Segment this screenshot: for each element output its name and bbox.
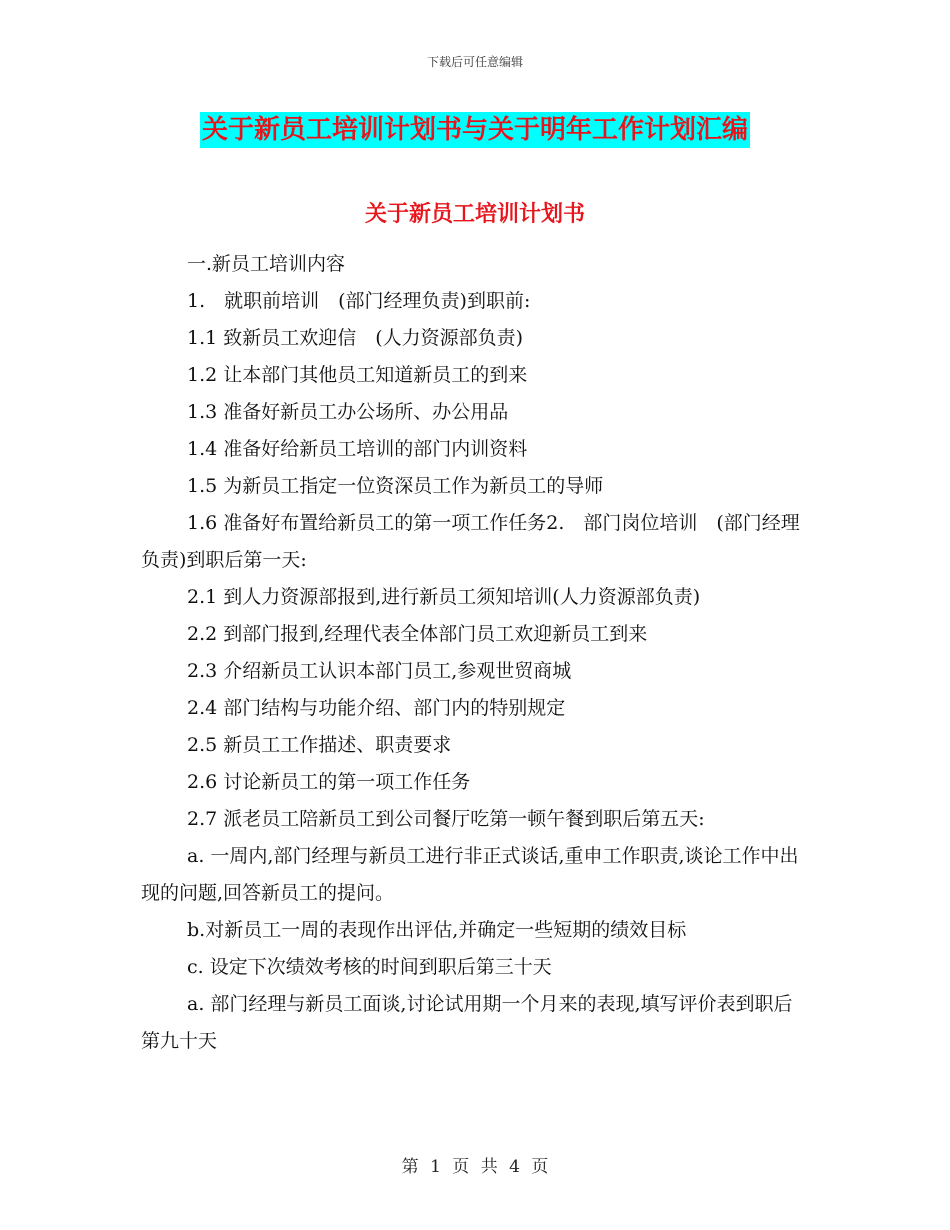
- paragraph: 1.2 让本部门其他员工知道新员工的到来: [187, 364, 528, 386]
- paragraph: 2.3 介绍新员工认识本部门员工,参观世贸商城: [187, 660, 572, 682]
- paragraph: 2.1 到人力资源部报到,进行新员工须知培训(人力资源部负责): [187, 586, 701, 608]
- page-number: 第 1 页 共 4 页: [401, 1157, 549, 1177]
- paragraph: a. 部门经理与新员工面谈,讨论试用期一个月来的表现,填写评价表到职后第九十天: [141, 993, 793, 1052]
- paragraph: 2.4 部门结构与功能介绍、部门内的特别规定: [187, 697, 566, 719]
- main-title-container: [0, 112, 950, 148]
- header-note: 下载后可任意编辑: [426, 55, 523, 69]
- paragraph: 一.新员工培训内容: [187, 253, 346, 275]
- paragraph: 2.2 到部门报到,经理代表全体部门员工欢迎新员工到来: [187, 623, 648, 645]
- section-title: 关于新员工培训计划书: [364, 202, 585, 227]
- paragraph: 1. 就职前培训 (部门经理负责)到职前:: [187, 290, 531, 312]
- main-title: 关于新员工培训计划书与关于明年工作计划汇编: [200, 112, 750, 148]
- paragraph: c. 设定下次绩效考核的时间到职后第三十天: [187, 956, 552, 978]
- document-body: [141, 246, 811, 1060]
- paragraph: 1.6 准备好布置给新员工的第一项工作任务2. 部门岗位培训 (部门经理负责)到职后第一天:: [141, 512, 800, 571]
- paragraph: a. 一周内,部门经理与新员工进行非正式谈话,重申工作职责,谈论工作中出现的问题,回答新员工的提问。: [141, 845, 799, 904]
- paragraph: 1.5 为新员工指定一位资深员工作为新员工的导师: [187, 475, 604, 497]
- paragraph: 2.7 派老员工陪新员工到公司餐厅吃第一顿午餐到职后第五天:: [187, 808, 705, 830]
- paragraph: 2.5 新员工工作描述、职责要求: [187, 734, 452, 756]
- paragraph: 1.1 致新员工欢迎信 (人力资源部负责): [187, 327, 524, 349]
- paragraph: b.对新员工一周的表现作出评估,并确定一些短期的绩效目标: [187, 919, 687, 941]
- paragraph: 1.3 准备好新员工办公场所、办公用品: [187, 401, 509, 423]
- paragraph: 2.6 讨论新员工的第一项工作任务: [187, 771, 471, 793]
- paragraph: 1.4 准备好给新员工培训的部门内训资料: [187, 438, 528, 460]
